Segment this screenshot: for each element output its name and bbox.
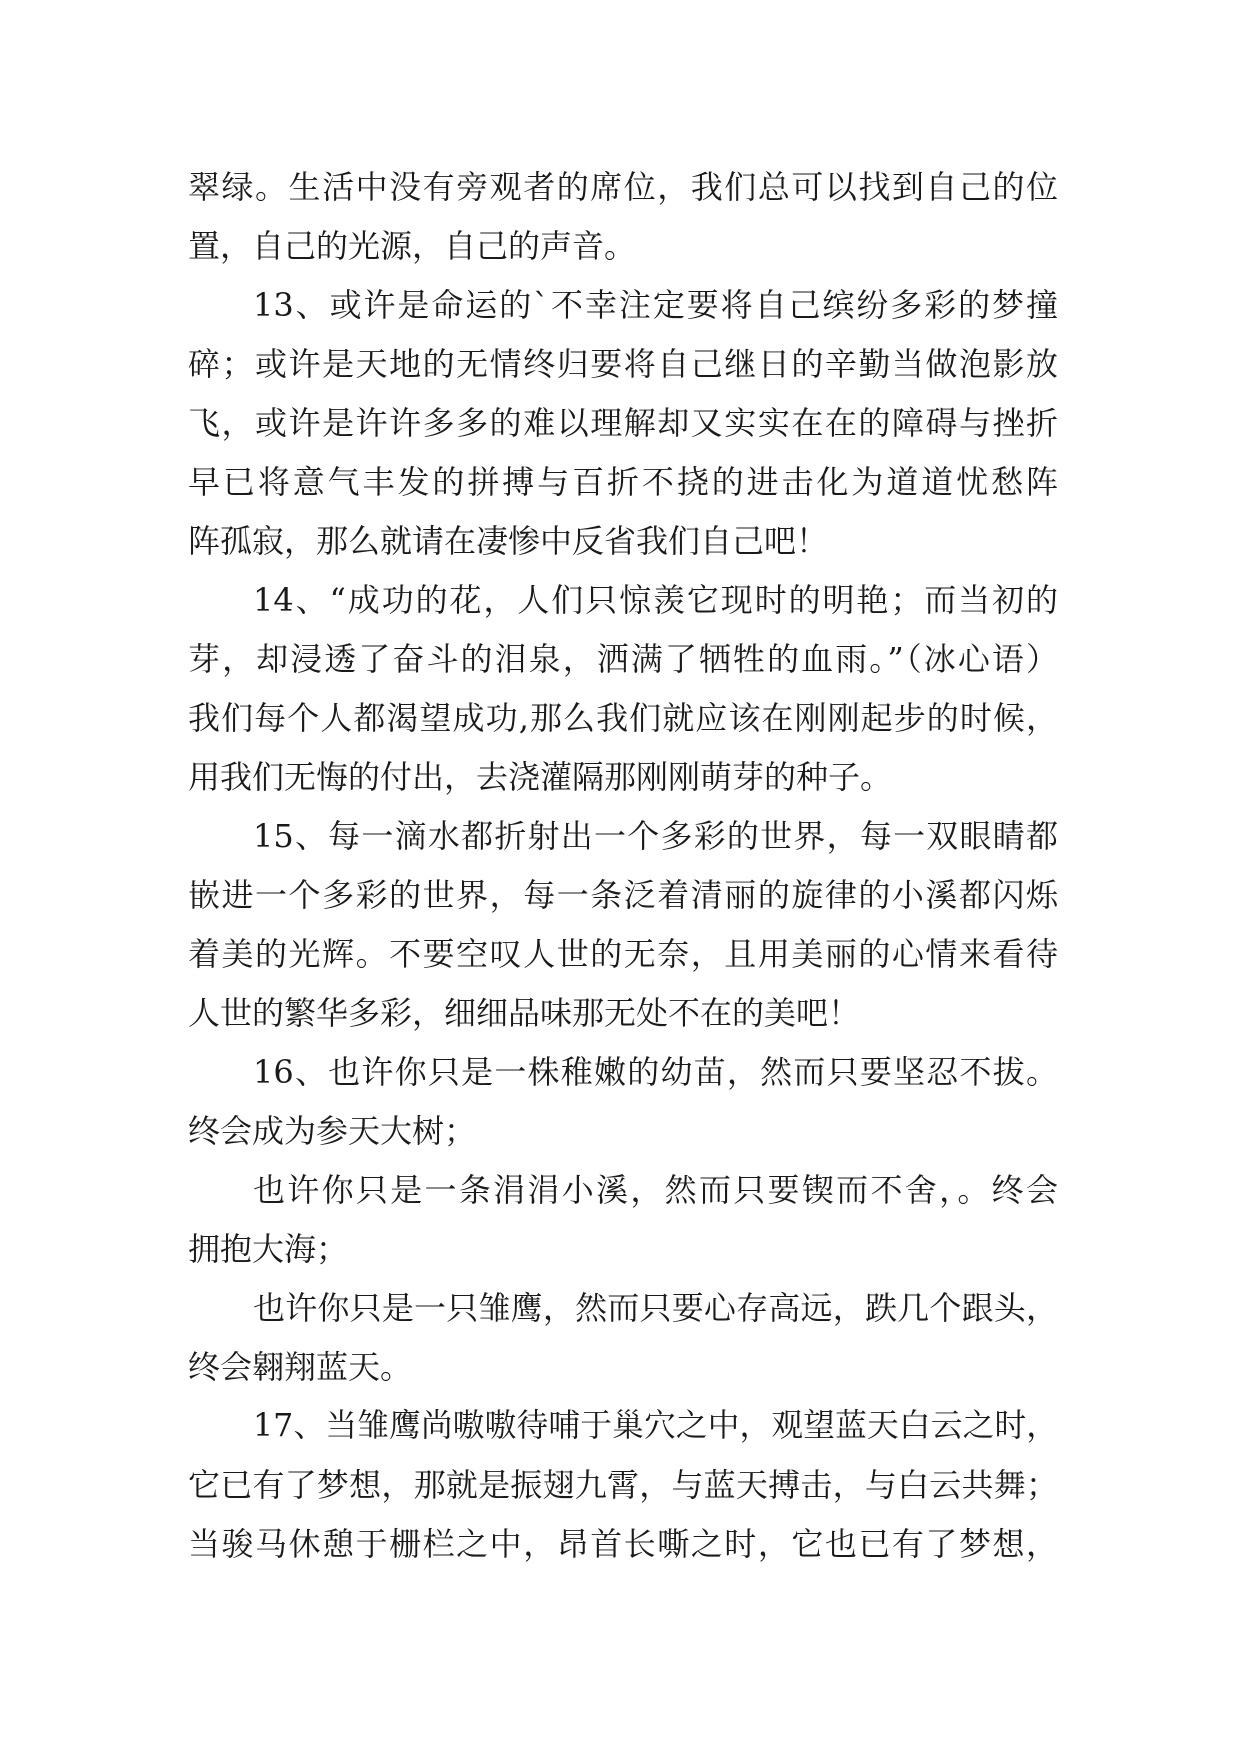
text-line: 阵孤寂，那么就请在凄惨中反省我们自己吧！ bbox=[188, 522, 829, 560]
text-line: 我们每个人都渴望成功,那么我们就应该在刚刚起步的时候， bbox=[188, 699, 1058, 737]
text-line: 17、当雏鹰尚嗷嗷待哺于巢穴之中，观望蓝天白云之时， bbox=[253, 1408, 1058, 1444]
text-line: 着美的光辉。不要空叹人世的无奈，且用美丽的心情来看待 bbox=[188, 935, 1058, 973]
text-line: 13、或许是命运的`不幸注定要将自己缤纷多彩的梦撞 bbox=[253, 286, 1058, 324]
text-line: 16、也许你只是一株稚嫩的幼苗，然而只要坚忍不拔。 bbox=[253, 1053, 1058, 1091]
text-line: 拥抱大海； bbox=[188, 1230, 349, 1268]
text-line: 15、每一滴水都折射出一个多彩的世界，每一双眼睛都 bbox=[253, 817, 1058, 855]
text-line: 也许你只是一条涓涓小溪，然而只要锲而不舍，。终会 bbox=[253, 1171, 1058, 1209]
text-line: 嵌进一个多彩的世界，每一条泛着清丽的旋律的小溪都闪烁 bbox=[188, 876, 1058, 914]
text-line: 终会翱翔蓝天。 bbox=[188, 1348, 413, 1386]
text-line: 当骏马休憩于栅栏之中，昂首长嘶之时，它也已有了梦想， bbox=[188, 1525, 1058, 1563]
document-body bbox=[188, 158, 1058, 1574]
text-line: 终会成为参天大树； bbox=[188, 1112, 477, 1150]
text-line: 14、“成功的花，人们只惊羡它现时的明艳；而当初的 bbox=[253, 581, 1058, 619]
text-line: 芽，却浸透了奋斗的泪泉，洒满了牺牲的血雨。”（冰心语） bbox=[188, 640, 1058, 678]
text-line: 人世的繁华多彩，细细品味那无处不在的美吧！ bbox=[188, 994, 861, 1032]
text-line: 也许你只是一只雏鹰，然而只要心存高远，跌几个跟头， bbox=[253, 1289, 1058, 1327]
text-line: 翠绿。生活中没有旁观者的席位，我们总可以找到自己的位 bbox=[188, 168, 1058, 206]
text-line: 飞，或许是许许多多的难以理解却又实实在在的障碍与挫折 bbox=[188, 404, 1058, 442]
text-line: 早已将意气丰发的拼搏与百折不挠的进击化为道道忧愁阵 bbox=[188, 463, 1058, 501]
text-line: 用我们无悔的付出，去浇灌隔那刚刚萌芽的种子。 bbox=[188, 758, 893, 796]
text-line: 它已有了梦想，那就是振翅九霄，与蓝天搏击，与白云共舞； bbox=[188, 1466, 1058, 1504]
text-line: 置，自己的光源，自己的声音。 bbox=[188, 227, 637, 265]
text-line: 碎；或许是天地的无情终归要将自己继日的辛勤当做泡影放 bbox=[188, 345, 1058, 383]
